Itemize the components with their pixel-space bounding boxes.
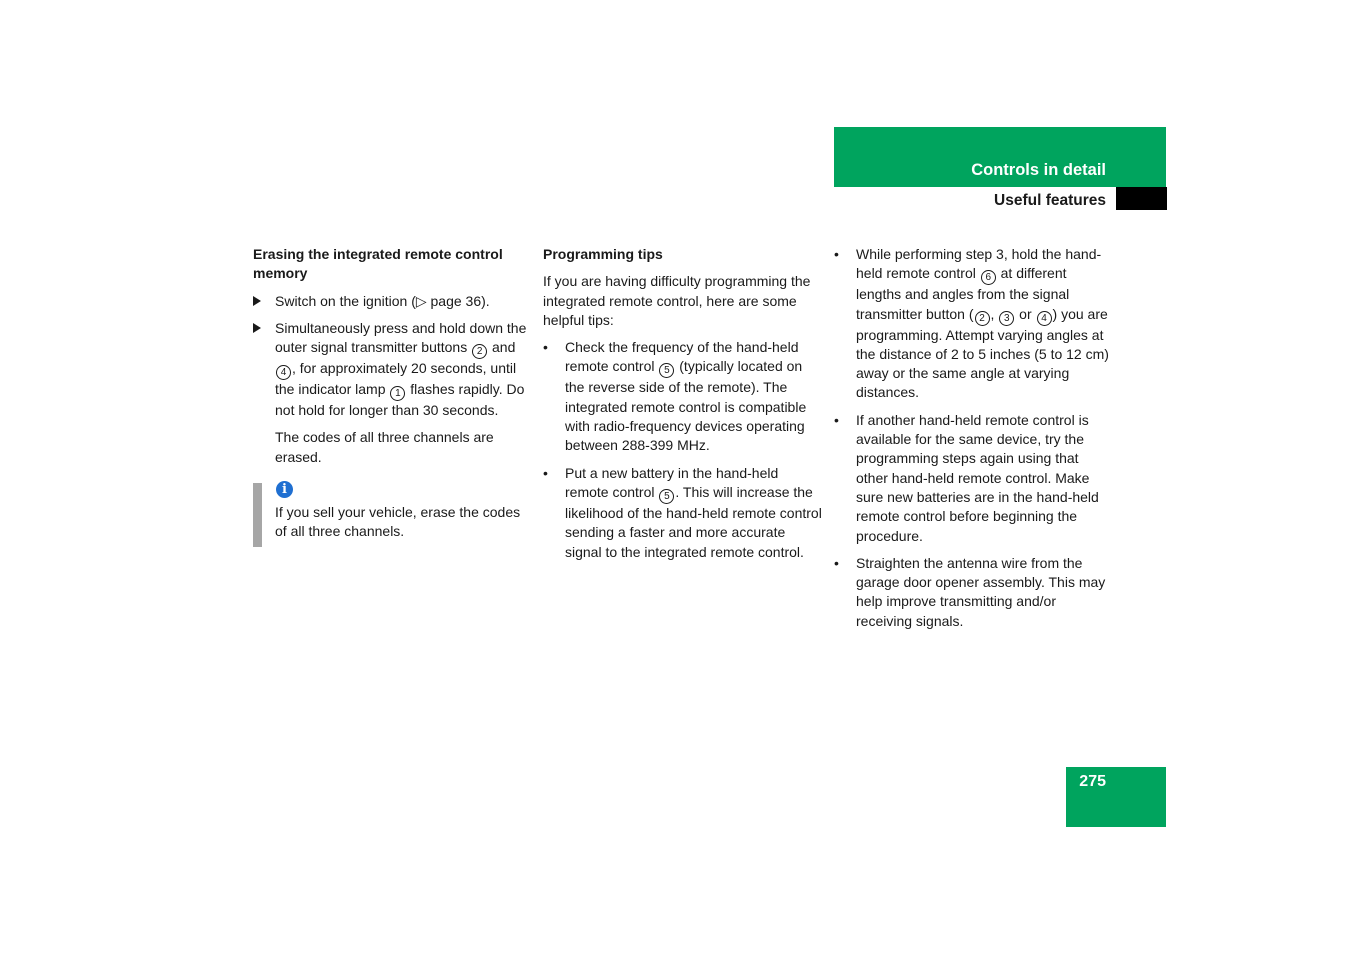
- callout-number: 4: [276, 365, 291, 380]
- section-title: Controls in detail: [971, 161, 1106, 179]
- page-number: 275: [1079, 773, 1106, 790]
- callout-number: 2: [975, 311, 990, 326]
- callout-number: 6: [981, 270, 996, 285]
- bullet: •: [834, 411, 839, 428]
- callout-number: 1: [390, 386, 405, 401]
- bullet: •: [834, 554, 839, 571]
- list-item: • While performing step 3, hold the hand-held remote control 6 at different lengths and angles from the signal transmitter button ( 2 , 3 or 4 ) you are programming. Attempt varying angles at the distance of 2 to 5 inches (5 to 12 cm) away or the same angle at varying distances.: [834, 246, 1109, 401]
- step-arrow-icon: [253, 319, 261, 338]
- instruction-step: Simultaneously press and hold down the outer signal transmitter buttons 2 and 4 , for approximately 20 seconds, until the indicator lamp 1 flashes rapidly. Do not hold for longer than 30 seconds.: [253, 319, 533, 421]
- callout-number: 5: [659, 489, 674, 504]
- info-icon: i: [276, 481, 293, 498]
- note-text: If you sell your vehicle, erase the codes of all three channels.: [275, 504, 521, 540]
- list-item: • Check the frequency of the hand-held remote control 5 (typically located on the reverse side of the remote). The integrated remote control is compatible with radio-frequency devices operating between 288-399 MHz.: [543, 339, 807, 454]
- list-item: • Straighten the antenna wire from the garage door opener assembly. This may help improve transmitting and/or receiving signals.: [834, 554, 1106, 629]
- step-text: Switch on the ignition (▷ page 36).: [275, 292, 490, 309]
- callout-number: 3: [999, 311, 1014, 326]
- thumb-tab-marker: [1116, 187, 1167, 210]
- bullet: •: [834, 246, 839, 262]
- list-item: • Put a new battery in the hand-held remote control 5 . This will increase the likelihood of the hand-held remote control sending a faster and more accurate signal to the integrated remote control.: [543, 464, 822, 560]
- note-bar: [253, 483, 262, 547]
- list-item: • If another hand-held remote control is available for the same device, try the programming steps again using that other hand-held remote control. Make sure new batteries are in the hand-held remote control before beginning the procedure.: [834, 411, 1099, 544]
- column-more-tips: [834, 245, 1114, 639]
- section-header-box: [834, 127, 1166, 187]
- bullet: •: [543, 464, 548, 481]
- section-heading-erasing: Erasing the integrated remote control memory: [253, 246, 503, 282]
- column-erasing-memory: [253, 245, 533, 542]
- info-note: [253, 481, 533, 542]
- tips-intro: If you are having difficulty programming the integrated remote control, here are some helpful tips:: [543, 273, 811, 328]
- step-result: The codes of all three channels are erased.: [275, 429, 494, 465]
- column-programming-tips: [543, 245, 823, 570]
- instruction-step: [253, 292, 533, 311]
- callout-number: 5: [659, 363, 674, 378]
- subsection-title: Useful features: [994, 192, 1106, 209]
- callout-number: 4: [1037, 311, 1052, 326]
- page-number-box: [1066, 767, 1166, 827]
- step-arrow-icon: [253, 292, 261, 311]
- callout-number: 2: [472, 344, 487, 359]
- bullet: •: [543, 339, 548, 356]
- section-heading-tips: Programming tips: [543, 246, 663, 262]
